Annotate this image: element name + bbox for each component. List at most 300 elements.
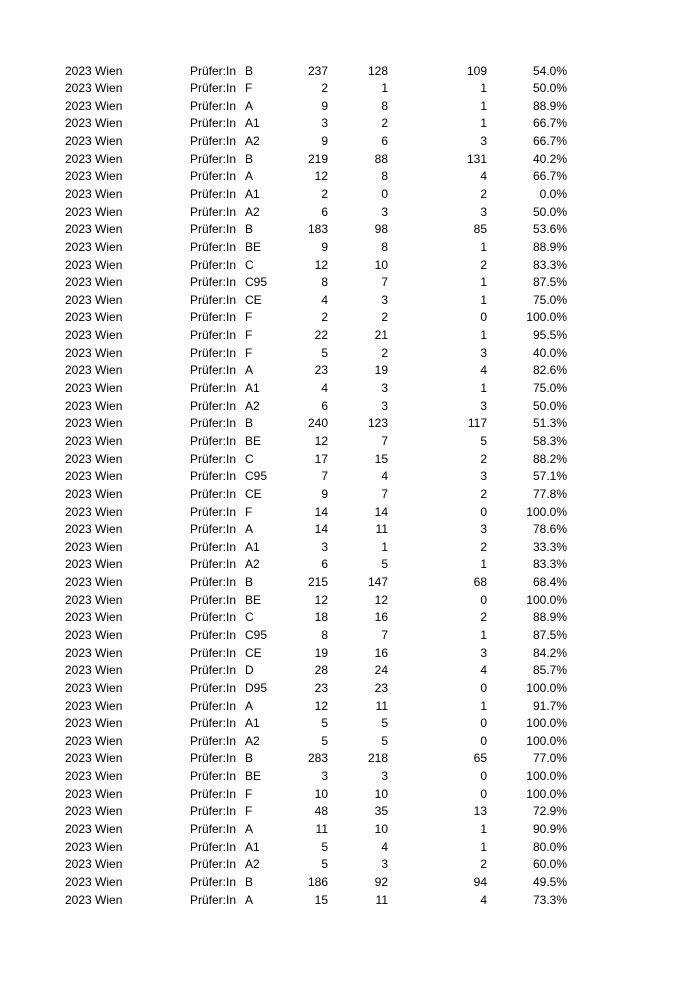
cell-examiner-role: Prüfer:In	[190, 839, 237, 854]
cell-year-city: 2023 Wien	[65, 733, 123, 748]
cell-pass-rate: 78.6%	[532, 522, 567, 537]
cell-passed-count: 2	[381, 345, 388, 360]
cell-pass-rate: 95.5%	[532, 328, 567, 343]
cell-total-count: 10	[314, 786, 328, 801]
cell-examiner-role: Prüfer:In	[190, 769, 237, 784]
cell-pass-rate: 77.8%	[532, 486, 567, 501]
cell-license-category: A2	[245, 557, 260, 572]
cell-pass-rate: 66.7%	[532, 169, 567, 184]
cell-pass-rate: 33.3%	[532, 539, 567, 554]
cell-pass-rate: 88.9%	[532, 98, 567, 113]
cell-examiner-role: Prüfer:In	[190, 733, 237, 748]
cell-examiner-role: Prüfer:In	[190, 257, 237, 272]
cell-total-count: 3	[321, 116, 328, 131]
cell-total-count: 11	[315, 822, 328, 837]
cell-examiner-role: Prüfer:In	[190, 328, 237, 343]
table-row	[65, 468, 567, 486]
table-row	[65, 592, 567, 610]
cell-total-count: 9	[321, 239, 328, 254]
cell-year-city: 2023 Wien	[65, 451, 123, 466]
cell-failed-count: 2	[480, 857, 487, 872]
cell-passed-count: 7	[381, 486, 388, 501]
cell-pass-rate: 40.0%	[532, 345, 567, 360]
cell-year-city: 2023 Wien	[65, 645, 123, 660]
cell-passed-count: 5	[381, 557, 388, 572]
cell-examiner-role: Prüfer:In	[190, 892, 237, 907]
cell-examiner-role: Prüfer:In	[190, 557, 237, 572]
cell-examiner-role: Prüfer:In	[190, 539, 237, 554]
cell-year-city: 2023 Wien	[65, 169, 123, 184]
cell-license-category: C	[245, 610, 254, 625]
cell-failed-count: 1	[480, 839, 487, 854]
cell-total-count: 5	[321, 733, 328, 748]
table-row	[65, 821, 567, 839]
cell-license-category: A	[245, 522, 254, 537]
cell-year-city: 2023 Wien	[65, 751, 123, 766]
cell-year-city: 2023 Wien	[65, 63, 123, 78]
cell-failed-count: 3	[480, 522, 487, 537]
cell-year-city: 2023 Wien	[65, 398, 123, 413]
cell-passed-count: 23	[374, 680, 388, 695]
cell-license-category: B	[245, 416, 254, 431]
cell-year-city: 2023 Wien	[65, 804, 123, 819]
table-row	[65, 204, 567, 222]
cell-pass-rate: 77.0%	[532, 751, 567, 766]
cell-year-city: 2023 Wien	[65, 381, 123, 396]
cell-pass-rate: 50.0%	[532, 81, 567, 96]
cell-pass-rate: 50.0%	[532, 398, 567, 413]
table-row	[65, 521, 567, 539]
cell-total-count: 12	[314, 592, 328, 607]
cell-passed-count: 3	[381, 398, 388, 413]
cell-total-count: 6	[321, 398, 328, 413]
cell-passed-count: 0	[381, 186, 388, 201]
table-row	[65, 874, 567, 892]
table-row	[65, 733, 567, 751]
cell-total-count: 4	[321, 381, 328, 396]
cell-passed-count: 98	[374, 222, 388, 237]
table-row	[65, 380, 567, 398]
cell-pass-rate: 58.3%	[532, 433, 567, 448]
cell-pass-rate: 75.0%	[532, 292, 567, 307]
cell-failed-count: 0	[480, 310, 487, 325]
cell-failed-count: 1	[480, 557, 487, 572]
cell-total-count: 14	[314, 504, 328, 519]
cell-failed-count: 1	[480, 328, 487, 343]
cell-failed-count: 3	[480, 134, 487, 149]
cell-pass-rate: 100.0%	[526, 786, 567, 801]
cell-pass-rate: 73.3%	[532, 892, 567, 907]
cell-license-category: A1	[245, 716, 260, 731]
cell-failed-count: 0	[480, 769, 487, 784]
cell-year-city: 2023 Wien	[65, 116, 123, 131]
cell-pass-rate: 83.3%	[532, 257, 567, 272]
table-row	[65, 627, 567, 645]
cell-total-count: 240	[307, 416, 328, 431]
cell-passed-count: 8	[381, 169, 388, 184]
cell-pass-rate: 66.7%	[532, 134, 567, 149]
cell-year-city: 2023 Wien	[65, 716, 123, 731]
table-row	[65, 680, 567, 698]
table-row	[65, 133, 567, 151]
cell-license-category: F	[245, 504, 253, 519]
table-row	[65, 750, 567, 768]
table-row	[65, 504, 567, 522]
cell-failed-count: 2	[480, 257, 487, 272]
cell-total-count: 8	[321, 275, 328, 290]
table-row	[65, 398, 567, 416]
cell-failed-count: 0	[480, 733, 487, 748]
cell-failed-count: 94	[473, 874, 487, 889]
cell-total-count: 215	[307, 575, 328, 590]
cell-year-city: 2023 Wien	[65, 134, 123, 149]
cell-license-category: BE	[245, 592, 262, 607]
cell-failed-count: 0	[480, 786, 487, 801]
cell-year-city: 2023 Wien	[65, 592, 123, 607]
cell-failed-count: 13	[473, 804, 487, 819]
cell-failed-count: 85	[473, 222, 487, 237]
cell-failed-count: 1	[480, 81, 487, 96]
cell-passed-count: 4	[381, 469, 388, 484]
cell-license-category: A2	[245, 204, 260, 219]
table-row	[65, 151, 567, 169]
cell-failed-count: 1	[480, 292, 487, 307]
table-row	[65, 168, 567, 186]
table-row	[65, 768, 567, 786]
cell-total-count: 22	[314, 328, 328, 343]
cell-failed-count: 1	[480, 239, 487, 254]
cell-total-count: 3	[321, 539, 328, 554]
cell-passed-count: 147	[367, 575, 388, 590]
cell-year-city: 2023 Wien	[65, 874, 123, 889]
cell-failed-count: 1	[480, 116, 487, 131]
cell-pass-rate: 72.9%	[532, 804, 567, 819]
cell-examiner-role: Prüfer:In	[190, 680, 237, 695]
cell-examiner-role: Prüfer:In	[190, 751, 237, 766]
cell-total-count: 17	[314, 451, 328, 466]
cell-pass-rate: 88.9%	[532, 239, 567, 254]
cell-examiner-role: Prüfer:In	[190, 134, 237, 149]
cell-total-count: 237	[307, 63, 328, 78]
cell-examiner-role: Prüfer:In	[190, 804, 237, 819]
cell-pass-rate: 53.6%	[532, 222, 567, 237]
cell-license-category: BE	[245, 239, 262, 254]
cell-pass-rate: 68.4%	[532, 575, 567, 590]
cell-total-count: 5	[321, 839, 328, 854]
cell-year-city: 2023 Wien	[65, 98, 123, 113]
cell-failed-count: 1	[480, 822, 487, 837]
cell-license-category: A1	[245, 116, 260, 131]
cell-total-count: 23	[314, 363, 328, 378]
cell-passed-count: 6	[381, 134, 388, 149]
cell-examiner-role: Prüfer:In	[190, 575, 237, 590]
cell-examiner-role: Prüfer:In	[190, 486, 237, 501]
cell-license-category: C95	[245, 628, 268, 642]
cell-failed-count: 109	[466, 63, 487, 78]
cell-license-category: BE	[245, 769, 262, 784]
cell-failed-count: 1	[480, 698, 487, 713]
cell-license-category: B	[245, 751, 254, 766]
cell-year-city: 2023 Wien	[65, 151, 123, 166]
cell-examiner-role: Prüfer:In	[190, 98, 237, 113]
cell-passed-count: 16	[374, 645, 388, 660]
cell-examiner-role: Prüfer:In	[190, 663, 237, 678]
cell-total-count: 283	[307, 751, 328, 766]
cell-total-count: 12	[314, 257, 328, 272]
cell-pass-rate: 90.9%	[532, 822, 567, 837]
cell-failed-count: 3	[480, 645, 487, 660]
cell-license-category: F	[245, 804, 253, 819]
cell-examiner-role: Prüfer:In	[190, 381, 237, 396]
cell-total-count: 7	[321, 469, 328, 484]
cell-license-category: A1	[245, 381, 260, 396]
cell-year-city: 2023 Wien	[65, 839, 123, 854]
table-row	[65, 257, 567, 275]
cell-pass-rate: 54.0%	[532, 63, 567, 78]
cell-year-city: 2023 Wien	[65, 822, 123, 837]
cell-passed-count: 7	[381, 433, 388, 448]
cell-passed-count: 92	[374, 874, 388, 889]
cell-passed-count: 4	[381, 839, 388, 854]
cell-year-city: 2023 Wien	[65, 292, 123, 307]
cell-license-category: A	[245, 98, 254, 113]
cell-license-category: A1	[245, 839, 260, 854]
cell-failed-count: 2	[480, 451, 487, 466]
cell-license-category: B	[245, 222, 254, 237]
cell-total-count: 12	[314, 169, 328, 184]
cell-year-city: 2023 Wien	[65, 522, 123, 537]
cell-passed-count: 3	[381, 769, 388, 784]
cell-year-city: 2023 Wien	[65, 222, 123, 237]
table-row	[65, 451, 567, 469]
cell-examiner-role: Prüfer:In	[190, 151, 237, 166]
cell-passed-count: 10	[374, 786, 388, 801]
cell-total-count: 18	[314, 610, 328, 625]
cell-passed-count: 2	[381, 310, 388, 325]
cell-year-city: 2023 Wien	[65, 857, 123, 872]
cell-total-count: 5	[321, 857, 328, 872]
cell-examiner-role: Prüfer:In	[190, 645, 237, 660]
cell-license-category: A2	[245, 134, 260, 149]
cell-license-category: A1	[245, 186, 260, 201]
cell-examiner-role: Prüfer:In	[190, 116, 237, 131]
cell-year-city: 2023 Wien	[65, 204, 123, 219]
table-row	[65, 292, 567, 310]
cell-pass-rate: 49.5%	[532, 874, 567, 889]
cell-examiner-role: Prüfer:In	[190, 469, 237, 484]
cell-failed-count: 3	[480, 398, 487, 413]
cell-examiner-role: Prüfer:In	[190, 204, 237, 219]
cell-year-city: 2023 Wien	[65, 769, 123, 784]
cell-total-count: 6	[321, 204, 328, 219]
cell-passed-count: 14	[374, 504, 388, 519]
cell-pass-rate: 82.6%	[532, 363, 567, 378]
cell-total-count: 12	[314, 698, 328, 713]
cell-pass-rate: 100.0%	[526, 592, 567, 607]
cell-examiner-role: Prüfer:In	[190, 81, 237, 96]
cell-examiner-role: Prüfer:In	[190, 451, 237, 466]
cell-pass-rate: 85.7%	[532, 663, 567, 678]
table-row	[65, 662, 567, 680]
cell-license-category: A	[245, 363, 254, 378]
cell-pass-rate: 80.0%	[532, 839, 567, 854]
table-row	[65, 98, 567, 116]
cell-examiner-role: Prüfer:In	[190, 822, 237, 837]
cell-year-city: 2023 Wien	[65, 310, 123, 325]
cell-license-category: F	[245, 310, 253, 325]
table-row	[65, 433, 567, 451]
cell-examiner-role: Prüfer:In	[190, 610, 237, 625]
cell-license-category: A2	[245, 733, 260, 748]
cell-total-count: 28	[314, 663, 328, 678]
cell-passed-count: 88	[374, 151, 388, 166]
cell-total-count: 2	[321, 186, 328, 201]
cell-total-count: 3	[321, 769, 328, 784]
cell-year-city: 2023 Wien	[65, 81, 123, 96]
exam-results-table	[65, 63, 567, 910]
cell-license-category: B	[245, 874, 254, 889]
table-row	[65, 556, 567, 574]
cell-total-count: 219	[307, 151, 328, 166]
cell-pass-rate: 57.1%	[532, 469, 567, 484]
cell-examiner-role: Prüfer:In	[190, 345, 237, 360]
table-row	[65, 115, 567, 133]
cell-passed-count: 5	[381, 716, 388, 731]
cell-year-city: 2023 Wien	[65, 628, 123, 642]
cell-failed-count: 3	[480, 204, 487, 219]
cell-passed-count: 10	[374, 257, 388, 272]
cell-license-category: C95	[245, 469, 268, 484]
cell-total-count: 6	[321, 557, 328, 572]
cell-examiner-role: Prüfer:In	[190, 716, 237, 731]
cell-examiner-role: Prüfer:In	[190, 786, 237, 801]
cell-year-city: 2023 Wien	[65, 469, 123, 484]
cell-passed-count: 3	[381, 381, 388, 396]
cell-license-category: C	[245, 451, 254, 466]
cell-pass-rate: 100.0%	[526, 310, 567, 325]
cell-pass-rate: 100.0%	[526, 716, 567, 731]
cell-license-category: A2	[245, 857, 260, 872]
table-row	[65, 574, 567, 592]
cell-year-city: 2023 Wien	[65, 186, 123, 201]
cell-license-category: D95	[245, 680, 268, 695]
cell-pass-rate: 100.0%	[526, 769, 567, 784]
cell-license-category: F	[245, 328, 253, 343]
cell-year-city: 2023 Wien	[65, 504, 123, 519]
cell-failed-count: 0	[480, 592, 487, 607]
cell-license-category: A	[245, 822, 254, 837]
cell-year-city: 2023 Wien	[65, 680, 123, 695]
cell-license-category: CE	[245, 486, 262, 501]
cell-license-category: F	[245, 81, 253, 96]
cell-examiner-role: Prüfer:In	[190, 857, 237, 872]
cell-year-city: 2023 Wien	[65, 433, 123, 448]
cell-year-city: 2023 Wien	[65, 345, 123, 360]
cell-failed-count: 5	[480, 433, 487, 448]
cell-year-city: 2023 Wien	[65, 486, 123, 501]
cell-year-city: 2023 Wien	[65, 786, 123, 801]
cell-total-count: 4	[321, 292, 328, 307]
cell-passed-count: 128	[367, 63, 388, 78]
cell-total-count: 9	[321, 98, 328, 113]
cell-examiner-role: Prüfer:In	[190, 310, 237, 325]
cell-license-category: A	[245, 892, 254, 907]
cell-total-count: 5	[321, 345, 328, 360]
cell-pass-rate: 87.5%	[532, 628, 567, 642]
cell-passed-count: 218	[367, 751, 388, 766]
cell-failed-count: 2	[480, 539, 487, 554]
cell-license-category: CE	[245, 292, 262, 307]
cell-pass-rate: 88.9%	[532, 610, 567, 625]
cell-license-category: A2	[245, 398, 260, 413]
cell-passed-count: 11	[375, 698, 388, 713]
cell-passed-count: 1	[381, 539, 388, 554]
cell-failed-count: 131	[466, 151, 487, 166]
cell-license-category: F	[245, 786, 253, 801]
cell-year-city: 2023 Wien	[65, 557, 123, 572]
table-row	[65, 539, 567, 557]
cell-license-category: B	[245, 575, 254, 590]
cell-year-city: 2023 Wien	[65, 575, 123, 590]
cell-total-count: 5	[321, 716, 328, 731]
table-row	[65, 609, 567, 627]
cell-total-count: 8	[321, 628, 328, 642]
cell-license-category: A	[245, 169, 254, 184]
cell-failed-count: 4	[480, 363, 487, 378]
cell-examiner-role: Prüfer:In	[190, 292, 237, 307]
cell-passed-count: 12	[374, 592, 388, 607]
cell-license-category: C95	[245, 275, 268, 290]
cell-license-category: CE	[245, 645, 262, 660]
cell-pass-rate: 60.0%	[532, 857, 567, 872]
cell-year-city: 2023 Wien	[65, 363, 123, 378]
table-row	[65, 239, 567, 257]
cell-examiner-role: Prüfer:In	[190, 416, 237, 431]
cell-total-count: 14	[314, 522, 328, 537]
cell-license-category: BE	[245, 433, 262, 448]
cell-total-count: 12	[314, 433, 328, 448]
cell-passed-count: 123	[367, 416, 388, 431]
cell-total-count: 48	[314, 804, 328, 819]
cell-passed-count: 15	[374, 451, 388, 466]
cell-passed-count: 11	[375, 892, 388, 907]
cell-failed-count: 1	[480, 628, 487, 642]
cell-failed-count: 65	[473, 751, 487, 766]
cell-license-category: F	[245, 345, 253, 360]
table-row	[65, 839, 567, 857]
cell-failed-count: 0	[480, 716, 487, 731]
cell-year-city: 2023 Wien	[65, 610, 123, 625]
cell-license-category: B	[245, 63, 254, 78]
cell-year-city: 2023 Wien	[65, 539, 123, 554]
cell-examiner-role: Prüfer:In	[190, 63, 237, 78]
cell-total-count: 186	[307, 874, 328, 889]
table-row	[65, 63, 567, 81]
cell-total-count: 9	[321, 134, 328, 149]
cell-pass-rate: 100.0%	[526, 733, 567, 748]
cell-license-category: C	[245, 257, 254, 272]
cell-passed-count: 7	[381, 628, 388, 642]
table-row	[65, 274, 567, 292]
cell-failed-count: 2	[480, 186, 487, 201]
cell-passed-count: 1	[381, 81, 388, 96]
cell-passed-count: 3	[381, 292, 388, 307]
cell-passed-count: 2	[381, 116, 388, 131]
cell-total-count: 9	[321, 486, 328, 501]
cell-examiner-role: Prüfer:In	[190, 186, 237, 201]
table-row	[65, 715, 567, 733]
table-row	[65, 645, 567, 663]
